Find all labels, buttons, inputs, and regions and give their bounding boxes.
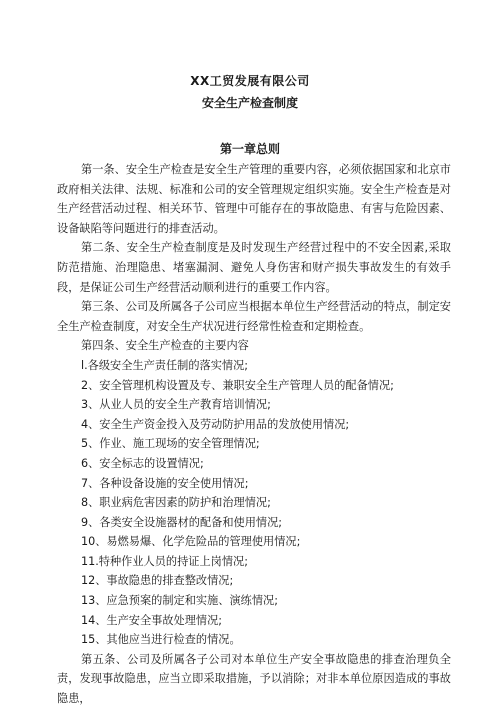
chapter-heading: 第一章总则 xyxy=(219,142,280,156)
list-item: 14、生产安全事故处理情况; xyxy=(81,613,223,627)
list-item: l.各级安全生产责任制的落实情况; xyxy=(81,358,249,372)
article-3: 第三条、公司及所属各子公司应当根据本单位生产经营活动的特点，制定安全生产检查制度，对安全生产状况进行经常性检查和定期检查。 xyxy=(57,300,451,333)
list-item: 15、其他应当进行检查的情况。 xyxy=(81,633,241,647)
list-item: 6、安全标志的设置情况; xyxy=(81,456,204,470)
list-item: 7、各种设备设施的安全使用情况; xyxy=(81,476,249,490)
company-name: XX工贸发展有限公司 xyxy=(190,74,310,88)
list-item: 3、从业人员的安全生产教育培训情况; xyxy=(81,398,271,412)
list-item: 5、作业、施工现场的安全管理情况; xyxy=(81,437,260,451)
list-item: 9、各类安全设施器材的配备和使用情况; xyxy=(81,515,283,529)
document-title: 安全生产检查制度 xyxy=(201,96,298,110)
list-item: 12、事故隐患的排查整改情况; xyxy=(81,574,234,588)
list-item: 2、安全管理机构设置及专、兼职安全生产管理人员的配备情况; xyxy=(81,378,394,392)
list-item: 13、应急预案的制定和实施、演练情况; xyxy=(81,594,279,608)
list-item: 8、职业病危害因素的防护和治理情况; xyxy=(81,496,271,510)
article-5: 第五条、公司及所属各子公司对本单位生产安全事故隐患的排查治理负全责，发现事故隐患，应当立即采取措施，予以消除；对非本单位原因造成的事故隐患， xyxy=(57,652,451,706)
article-1: 第一条、安全生产检查是安全生产管理的重要内容，必须依据国家和北京市政府相关法律、法规、标准和公司的安全管理规定组织实施。安全生产检查是对生产经营活动过程、相关环节、管理中可能存在的事故隐患、有害与危险因素、设备缺陷等问题进行的排查活动。 xyxy=(57,163,451,235)
article-4-heading: 第四条、安全生产检查的主要内容 xyxy=(81,339,249,353)
list-item: 4、安全生产资金投入及劳动防护用品的发放使用情况; xyxy=(81,417,350,431)
list-item: 10、易燃易爆、化学危险品的管理使用情况; xyxy=(81,535,301,549)
article-2: 第二条、安全生产检查制度是及时发现生产经营过程中的不安全因素,采取防范措施、治理隐患、堵塞漏洞、避免人身伤害和财产损失事故发生的有效手段，是保证公司生产经营活动顺利进行的重要工作内容。 xyxy=(57,241,451,294)
list-item: 11.特种作业人员的持证上岗情况; xyxy=(81,554,248,568)
document-body xyxy=(57,160,451,709)
